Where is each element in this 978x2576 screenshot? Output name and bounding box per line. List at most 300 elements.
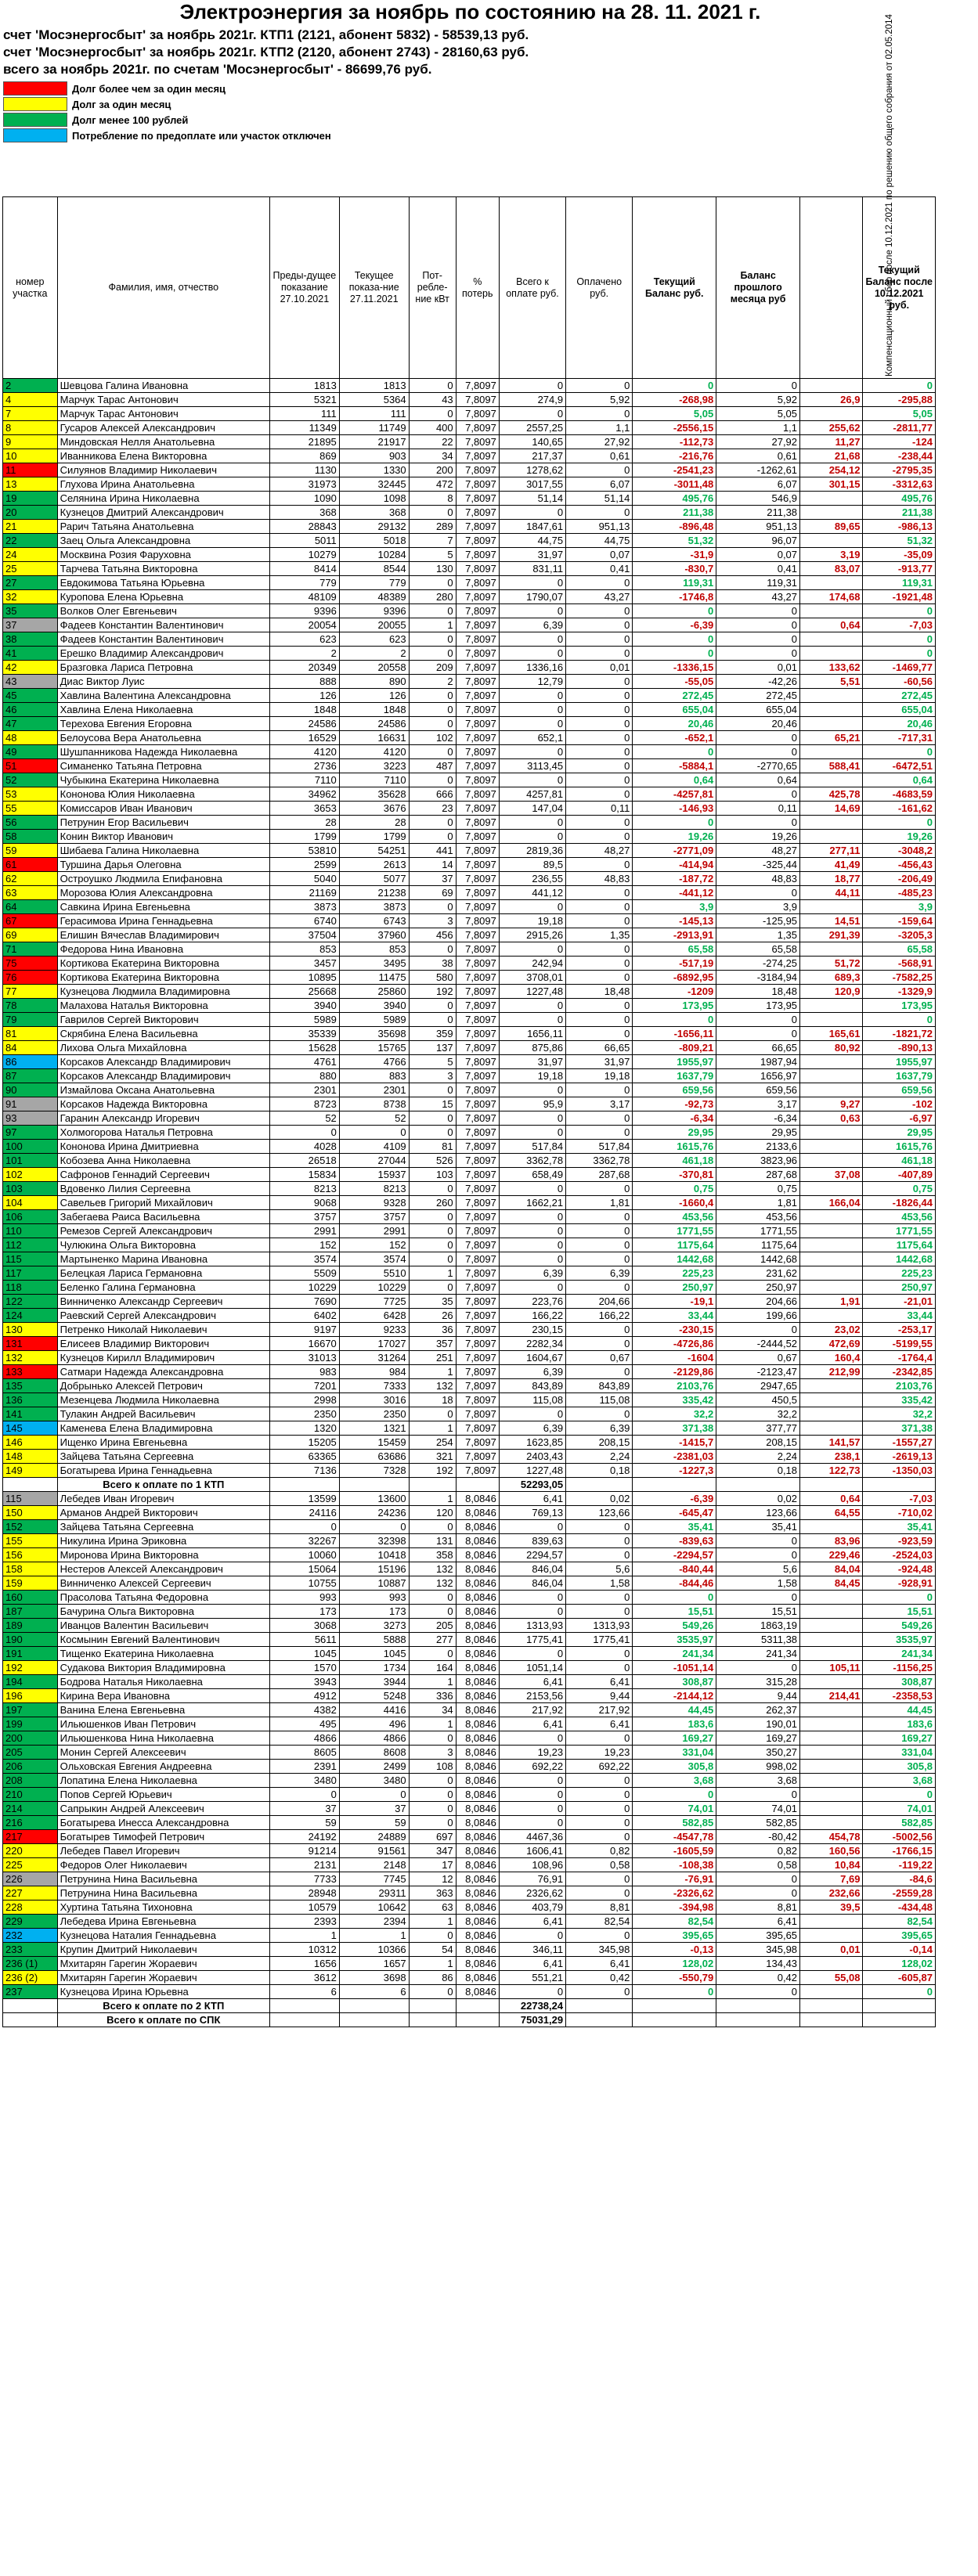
cell-plot-number: 71 xyxy=(3,942,58,957)
cell-owner-name: Лебедев Иван Игоревич xyxy=(57,1492,269,1506)
cell-prev-balance: 5311,38 xyxy=(716,1633,800,1647)
cell-consumption: 54 xyxy=(409,1943,456,1957)
cell-losses-percent: 8,0846 xyxy=(456,1802,499,1816)
cell-current-balance: -2326,62 xyxy=(633,1886,716,1900)
cell-current-balance: 29,95 xyxy=(633,1126,716,1140)
cell-prev-reading: 2350 xyxy=(269,1407,339,1421)
cell-curr-reading: 1321 xyxy=(339,1421,409,1436)
cell-consumption: 0 xyxy=(409,506,456,520)
table-row xyxy=(3,1393,936,1407)
cell-plot-number: 27 xyxy=(3,576,58,590)
cell-paid: 0 xyxy=(566,1830,633,1844)
cell-prev-balance: 204,66 xyxy=(716,1295,800,1309)
col-header-consumption: Пот-ребле-ние кВт xyxy=(409,197,456,379)
table-row xyxy=(3,957,936,971)
table-row xyxy=(3,1266,936,1281)
cell-current-balance: -1227,3 xyxy=(633,1464,716,1478)
cell-plot-number: 53 xyxy=(3,787,58,802)
cell-balance-after: -1821,72 xyxy=(863,1027,936,1041)
cell-losses-percent: 8,0846 xyxy=(456,1929,499,1943)
cell-prev-reading xyxy=(269,1478,339,1492)
cell-plot-number: 24 xyxy=(3,548,58,562)
cell-total-due: 1227,48 xyxy=(499,1464,565,1478)
cell-prev-reading: 1130 xyxy=(269,463,339,477)
cell-losses-percent: 8,0846 xyxy=(456,1548,499,1562)
cell-consumption: 0 xyxy=(409,379,456,393)
cell-plot-number: 122 xyxy=(3,1295,58,1309)
cell-owner-name: Шевцова Галина Ивановна xyxy=(57,379,269,393)
cell-curr-reading: 8738 xyxy=(339,1097,409,1111)
legend-swatch-blue xyxy=(3,128,67,142)
cell-plot-number: 42 xyxy=(3,661,58,675)
cell-current-balance: 1955,97 xyxy=(633,1055,716,1069)
cell-prev-balance: 48,83 xyxy=(716,872,800,886)
cell-consumption: 363 xyxy=(409,1886,456,1900)
cell-curr-reading: 37960 xyxy=(339,928,409,942)
cell-owner-name: Москвина Розия Фаруховна xyxy=(57,548,269,562)
cell-owner-name: Федорова Нина Ивановна xyxy=(57,942,269,957)
cell-current-balance: 0 xyxy=(633,1591,716,1605)
cell-compensation-fee: 141,57 xyxy=(800,1436,863,1450)
cell-paid: 0 xyxy=(566,717,633,731)
cell-consumption: 192 xyxy=(409,985,456,999)
cell-current-balance: 211,38 xyxy=(633,506,716,520)
cell-prev-balance: -42,26 xyxy=(716,675,800,689)
cell-owner-name: Марчук Тарас Антонович xyxy=(57,393,269,407)
cell-compensation-fee xyxy=(800,1055,863,1069)
cell-losses-percent: 7,8097 xyxy=(456,914,499,928)
cell-consumption: 192 xyxy=(409,1464,456,1478)
cell-losses-percent: 7,8097 xyxy=(456,562,499,576)
cell-balance-after: -60,56 xyxy=(863,675,936,689)
cell-total-due: 1227,48 xyxy=(499,985,565,999)
cell-balance-after: -119,22 xyxy=(863,1858,936,1872)
cell-balance-after: -2811,77 xyxy=(863,421,936,435)
cell-total-due: 236,55 xyxy=(499,872,565,886)
cell-paid: 0 xyxy=(566,1647,633,1661)
cell-prev-balance: 1442,68 xyxy=(716,1252,800,1266)
cell-curr-reading: 3574 xyxy=(339,1252,409,1266)
cell-prev-balance: 19,26 xyxy=(716,830,800,844)
cell-curr-reading: 3480 xyxy=(339,1774,409,1788)
cell-losses-percent: 8,0846 xyxy=(456,1985,499,1999)
table-row xyxy=(3,1802,936,1816)
cell-compensation-fee xyxy=(800,1760,863,1774)
cell-prev-reading: 13599 xyxy=(269,1492,339,1506)
cell-balance-after xyxy=(863,1478,936,1492)
cell-losses-percent: 7,8097 xyxy=(456,985,499,999)
cell-owner-name: Кононова Ирина Дмитриевна xyxy=(57,1140,269,1154)
cell-paid: 0 xyxy=(566,1985,633,1999)
cell-prev-balance: 0,41 xyxy=(716,562,800,576)
cell-current-balance: 128,02 xyxy=(633,1957,716,1971)
cell-prev-balance: 66,65 xyxy=(716,1041,800,1055)
cell-curr-reading: 2613 xyxy=(339,858,409,872)
cell-paid: 44,75 xyxy=(566,534,633,548)
cell-prev-reading: 24192 xyxy=(269,1830,339,1844)
cell-losses-percent: 7,8097 xyxy=(456,1238,499,1252)
cell-plot-number: 87 xyxy=(3,1069,58,1083)
cell-plot-number: 192 xyxy=(3,1661,58,1675)
cell-total-due: 2915,26 xyxy=(499,928,565,942)
cell-compensation-fee xyxy=(800,1421,863,1436)
cell-consumption: 0 xyxy=(409,689,456,703)
cell-curr-reading: 3940 xyxy=(339,999,409,1013)
cell-current-balance: -840,44 xyxy=(633,1562,716,1576)
cell-current-balance: -4726,86 xyxy=(633,1337,716,1351)
cell-compensation-fee: 84,45 xyxy=(800,1576,863,1591)
cell-curr-reading: 20558 xyxy=(339,661,409,675)
cell-owner-name: Судакова Виктория Владимировна xyxy=(57,1661,269,1675)
table-row xyxy=(3,1943,936,1957)
cell-curr-reading: 32398 xyxy=(339,1534,409,1548)
cell-compensation-fee xyxy=(800,1746,863,1760)
cell-prev-balance: 3823,96 xyxy=(716,1154,800,1168)
cell-compensation-fee xyxy=(800,900,863,914)
cell-owner-name: Кузнецова Людмила Владимировна xyxy=(57,985,269,999)
cell-compensation-fee xyxy=(800,1379,863,1393)
cell-plot-number: 132 xyxy=(3,1351,58,1365)
cell-compensation-fee: 51,72 xyxy=(800,957,863,971)
cell-losses-percent: 7,8097 xyxy=(456,449,499,463)
cell-total-due: 3113,45 xyxy=(499,759,565,773)
cell-curr-reading: 3273 xyxy=(339,1619,409,1633)
cell-paid: 48,27 xyxy=(566,844,633,858)
cell-total-due: 517,84 xyxy=(499,1140,565,1154)
cell-current-balance: -2144,12 xyxy=(633,1689,716,1703)
cell-compensation-fee xyxy=(800,1915,863,1929)
cell-losses-percent: 7,8097 xyxy=(456,886,499,900)
cell-losses-percent: 7,8097 xyxy=(456,1182,499,1196)
cell-total-due: 0 xyxy=(499,1929,565,1943)
table-row xyxy=(3,1083,936,1097)
cell-prev-reading: 21169 xyxy=(269,886,339,900)
cell-paid: 0 xyxy=(566,773,633,787)
cell-prev-balance: 0 xyxy=(716,1661,800,1675)
cell-consumption: 487 xyxy=(409,759,456,773)
cell-current-balance: 3,9 xyxy=(633,900,716,914)
cell-losses-percent: 7,8097 xyxy=(456,957,499,971)
cell-plot-number: 64 xyxy=(3,900,58,914)
cell-total-due: 6,39 xyxy=(499,1421,565,1436)
col-header-prev-balance: Баланс прошлого месяца руб xyxy=(716,197,800,379)
cell-paid: 9,44 xyxy=(566,1689,633,1703)
cell-compensation-fee: 64,55 xyxy=(800,1506,863,1520)
cell-prev-reading: 1799 xyxy=(269,830,339,844)
cell-balance-after: -434,48 xyxy=(863,1900,936,1915)
cell-curr-reading: 2148 xyxy=(339,1858,409,1872)
cell-compensation-fee xyxy=(800,816,863,830)
cell-plot-number: 158 xyxy=(3,1562,58,1576)
cell-prev-balance: 123,66 xyxy=(716,1506,800,1520)
cell-prev-reading: 25668 xyxy=(269,985,339,999)
col-header-name: Фамилия, имя, отчество xyxy=(57,197,269,379)
cell-curr-reading: 3873 xyxy=(339,900,409,914)
cell-plot-number: 63 xyxy=(3,886,58,900)
cell-consumption: 400 xyxy=(409,421,456,435)
cell-current-balance: 1175,64 xyxy=(633,1238,716,1252)
cell-prev-reading: 3457 xyxy=(269,957,339,971)
table-row xyxy=(3,1238,936,1252)
cell-owner-name: Крупин Дмитрий Николаевич xyxy=(57,1943,269,1957)
col-header-plot: номер участка xyxy=(3,197,58,379)
cell-current-balance: 0 xyxy=(633,379,716,393)
cell-consumption: 1 xyxy=(409,1421,456,1436)
cell-compensation-fee: 83,07 xyxy=(800,562,863,576)
cell-compensation-fee: 21,68 xyxy=(800,449,863,463)
table-row xyxy=(3,1760,936,1774)
cell-curr-reading: 1799 xyxy=(339,830,409,844)
cell-total-due: 4257,81 xyxy=(499,787,565,802)
cell-prev-balance: 169,27 xyxy=(716,1731,800,1746)
cell-total-due: 108,96 xyxy=(499,1858,565,1872)
cell-consumption: 251 xyxy=(409,1351,456,1365)
cell-current-balance: -19,1 xyxy=(633,1295,716,1309)
cell-compensation-fee xyxy=(800,1633,863,1647)
cell-balance-after: 15,51 xyxy=(863,1605,936,1619)
cell-losses-percent: 7,8097 xyxy=(456,407,499,421)
cell-balance-after: 225,23 xyxy=(863,1266,936,1281)
cell-total-due: 2819,36 xyxy=(499,844,565,858)
cell-losses-percent: 7,8097 xyxy=(456,1111,499,1126)
cell-total-due: 0 xyxy=(499,745,565,759)
cell-total-due: 1790,07 xyxy=(499,590,565,604)
cell-current-balance: 33,44 xyxy=(633,1309,716,1323)
cell-consumption: 120 xyxy=(409,1506,456,1520)
table-row xyxy=(3,1323,936,1337)
table-row xyxy=(3,1027,936,1041)
cell-curr-reading: 5364 xyxy=(339,393,409,407)
cell-curr-reading: 126 xyxy=(339,689,409,703)
table-row xyxy=(3,647,936,661)
cell-prev-balance: 0 xyxy=(716,816,800,830)
cell-plot-number: 9 xyxy=(3,435,58,449)
cell-total-due: 0 xyxy=(499,1013,565,1027)
cell-prev-balance: 350,27 xyxy=(716,1746,800,1760)
cell-plot-number: 62 xyxy=(3,872,58,886)
cell-paid: 0 xyxy=(566,816,633,830)
table-row xyxy=(3,773,936,787)
table-row xyxy=(3,1013,936,1027)
cell-total-due: 0 xyxy=(499,1126,565,1140)
cell-paid: 0 xyxy=(566,1774,633,1788)
cell-total-due: 6,39 xyxy=(499,1365,565,1379)
cell-curr-reading: 11749 xyxy=(339,421,409,435)
cell-paid: 0 xyxy=(566,957,633,971)
cell-losses-percent: 7,8097 xyxy=(456,872,499,886)
cell-owner-name: Никулина Ирина Эриковна xyxy=(57,1534,269,1548)
cell-owner-name: Морозова Юлия Александровна xyxy=(57,886,269,900)
table-row xyxy=(3,1830,936,1844)
cell-current-balance xyxy=(633,2013,716,2027)
cell-prev-reading: 16529 xyxy=(269,731,339,745)
cell-current-balance: 19,26 xyxy=(633,830,716,844)
cell-compensation-fee xyxy=(800,773,863,787)
cell-compensation-fee xyxy=(800,1478,863,1492)
cell-prev-reading: 623 xyxy=(269,632,339,647)
cell-losses-percent: 7,8097 xyxy=(456,477,499,492)
cell-prev-reading: 2391 xyxy=(269,1760,339,1774)
table-row xyxy=(3,1351,936,1365)
cell-owner-name: Лопатина Елена Николаевна xyxy=(57,1774,269,1788)
cell-balance-after: 0 xyxy=(863,1013,936,1027)
cell-paid: 0 xyxy=(566,576,633,590)
table-row xyxy=(3,1041,936,1055)
cell-total-due: 2153,56 xyxy=(499,1689,565,1703)
cell-balance-after: 461,18 xyxy=(863,1154,936,1168)
cell-losses-percent: 7,8097 xyxy=(456,661,499,675)
cell-consumption: 38 xyxy=(409,957,456,971)
cell-owner-name: Попов Сергей Юрьевич xyxy=(57,1788,269,1802)
cell-owner-name: Всего к оплате по СПК xyxy=(57,2013,269,2027)
cell-owner-name: Рарич Татьяна Анатольевна xyxy=(57,520,269,534)
cell-prev-balance: 655,04 xyxy=(716,703,800,717)
cell-consumption: 526 xyxy=(409,1154,456,1168)
cell-plot-number: 149 xyxy=(3,1464,58,1478)
cell-total-due: 31,97 xyxy=(499,548,565,562)
table-header-row xyxy=(3,197,936,379)
cell-compensation-fee: 689,3 xyxy=(800,971,863,985)
cell-prev-reading: 26518 xyxy=(269,1154,339,1168)
cell-prev-balance: 1,1 xyxy=(716,421,800,435)
cell-consumption: 18 xyxy=(409,1393,456,1407)
cell-paid xyxy=(566,1999,633,2013)
cell-consumption: 130 xyxy=(409,562,456,576)
cell-total-due: 0 xyxy=(499,1647,565,1661)
cell-owner-name: Белецкая Лариса Германовна xyxy=(57,1266,269,1281)
cell-curr-reading: 35628 xyxy=(339,787,409,802)
cell-total-due: 658,49 xyxy=(499,1168,565,1182)
cell-owner-name: Корсаков Александр Владимирович xyxy=(57,1055,269,1069)
cell-compensation-fee xyxy=(800,717,863,731)
table-row xyxy=(3,1097,936,1111)
cell-consumption: 0 xyxy=(409,1013,456,1027)
cell-prev-balance: 315,28 xyxy=(716,1675,800,1689)
cell-compensation-fee: 301,15 xyxy=(800,477,863,492)
cell-paid: 0 xyxy=(566,379,633,393)
cell-consumption: 5 xyxy=(409,548,456,562)
cell-owner-name: Хавлина Елена Николаевна xyxy=(57,703,269,717)
cell-current-balance: -1051,14 xyxy=(633,1661,716,1675)
cell-losses-percent: 7,8097 xyxy=(456,971,499,985)
info-line-total: всего за ноябрь 2021г. по счетам 'Мосэнергосбыт' - 86699,76 руб. xyxy=(3,62,432,77)
cell-prev-reading: 495 xyxy=(269,1717,339,1731)
table-row xyxy=(3,1816,936,1830)
cell-losses-percent: 7,8097 xyxy=(456,928,499,942)
cell-consumption: 1 xyxy=(409,1675,456,1689)
table-row xyxy=(3,562,936,576)
cell-consumption: 277 xyxy=(409,1633,456,1647)
cell-balance-after: -5002,56 xyxy=(863,1830,936,1844)
cell-total-due: 6,41 xyxy=(499,1957,565,1971)
cell-owner-name: Гусаров Алексей Александрович xyxy=(57,421,269,435)
cell-consumption: 0 xyxy=(409,1647,456,1661)
table-row xyxy=(3,1168,936,1182)
cell-balance-after: 183,6 xyxy=(863,1717,936,1731)
cell-current-balance: 250,97 xyxy=(633,1281,716,1295)
cell-prev-balance: 262,37 xyxy=(716,1703,800,1717)
cell-paid: 0 xyxy=(566,900,633,914)
cell-prev-balance: 0 xyxy=(716,1548,800,1562)
cell-compensation-fee: 65,21 xyxy=(800,731,863,745)
cell-paid: 0 xyxy=(566,745,633,759)
cell-plot-number: 52 xyxy=(3,773,58,787)
cell-compensation-fee xyxy=(800,2013,863,2027)
cell-current-balance: 173,95 xyxy=(633,999,716,1013)
cell-owner-name: Беленко Галина Германовна xyxy=(57,1281,269,1295)
cell-prev-balance: 3,9 xyxy=(716,900,800,914)
cell-total-due: 831,11 xyxy=(499,562,565,576)
cell-total-due: 0 xyxy=(499,1520,565,1534)
cell-curr-reading xyxy=(339,2013,409,2027)
cell-losses-percent: 7,8097 xyxy=(456,548,499,562)
cell-curr-reading: 3495 xyxy=(339,957,409,971)
cell-consumption: 260 xyxy=(409,1196,456,1210)
cell-curr-reading: 16631 xyxy=(339,731,409,745)
cell-plot-number: 228 xyxy=(3,1900,58,1915)
cell-prev-reading: 5989 xyxy=(269,1013,339,1027)
cell-compensation-fee xyxy=(800,1647,863,1661)
cell-curr-reading: 2301 xyxy=(339,1083,409,1097)
cell-consumption: 0 xyxy=(409,816,456,830)
cell-current-balance: 0,64 xyxy=(633,773,716,787)
cell-current-balance: -145,13 xyxy=(633,914,716,928)
cell-owner-name: Петрунина Нина Васильевна xyxy=(57,1872,269,1886)
cell-balance-after: 1955,97 xyxy=(863,1055,936,1069)
cell-prev-reading: 983 xyxy=(269,1365,339,1379)
table-row xyxy=(3,520,936,534)
cell-losses-percent: 8,0846 xyxy=(456,1816,499,1830)
cell-prev-balance: 272,45 xyxy=(716,689,800,703)
cell-curr-reading: 91561 xyxy=(339,1844,409,1858)
cell-losses-percent: 7,8097 xyxy=(456,675,499,689)
cell-curr-reading: 31264 xyxy=(339,1351,409,1365)
cell-prev-reading: 53810 xyxy=(269,844,339,858)
cell-owner-name: Корсаков Александр Владимирович xyxy=(57,1069,269,1083)
cell-consumption: 0 xyxy=(409,1111,456,1126)
cell-paid: 166,22 xyxy=(566,1309,633,1323)
cell-owner-name: Кортикова Екатерина Викторовна xyxy=(57,971,269,985)
table-row xyxy=(3,1407,936,1421)
cell-plot-number: 229 xyxy=(3,1915,58,1929)
cell-owner-name: Космынин Евгений Валентинович xyxy=(57,1633,269,1647)
cell-consumption: 0 xyxy=(409,1788,456,1802)
cell-paid: 204,66 xyxy=(566,1295,633,1309)
cell-paid: 0 xyxy=(566,1816,633,1830)
cell-consumption: 0 xyxy=(409,1774,456,1788)
cell-curr-reading: 496 xyxy=(339,1717,409,1731)
cell-owner-name: Хавлина Валентина Александровна xyxy=(57,689,269,703)
cell-compensation-fee: 120,9 xyxy=(800,985,863,999)
cell-balance-after: -6472,51 xyxy=(863,759,936,773)
cell-current-balance: -6,34 xyxy=(633,1111,716,1126)
cell-balance-after: 3,68 xyxy=(863,1774,936,1788)
cell-plot-number: 106 xyxy=(3,1210,58,1224)
cell-prev-balance: 0,67 xyxy=(716,1351,800,1365)
cell-prev-balance: 0 xyxy=(716,1534,800,1548)
cell-compensation-fee xyxy=(800,1407,863,1421)
cell-balance-after: 659,56 xyxy=(863,1083,936,1097)
cell-total-due: 551,21 xyxy=(499,1971,565,1985)
cell-prev-balance xyxy=(716,1999,800,2013)
col-header-curr-reading: Текущее показа-ние 27.11.2021 xyxy=(339,197,409,379)
cell-paid: 951,13 xyxy=(566,520,633,534)
cell-prev-reading: 111 xyxy=(269,407,339,421)
cell-owner-name: Волков Олег Евгеньевич xyxy=(57,604,269,618)
cell-compensation-fee: 238,1 xyxy=(800,1450,863,1464)
cell-prev-reading: 2 xyxy=(269,647,339,661)
cell-losses-percent: 7,8097 xyxy=(456,1210,499,1224)
